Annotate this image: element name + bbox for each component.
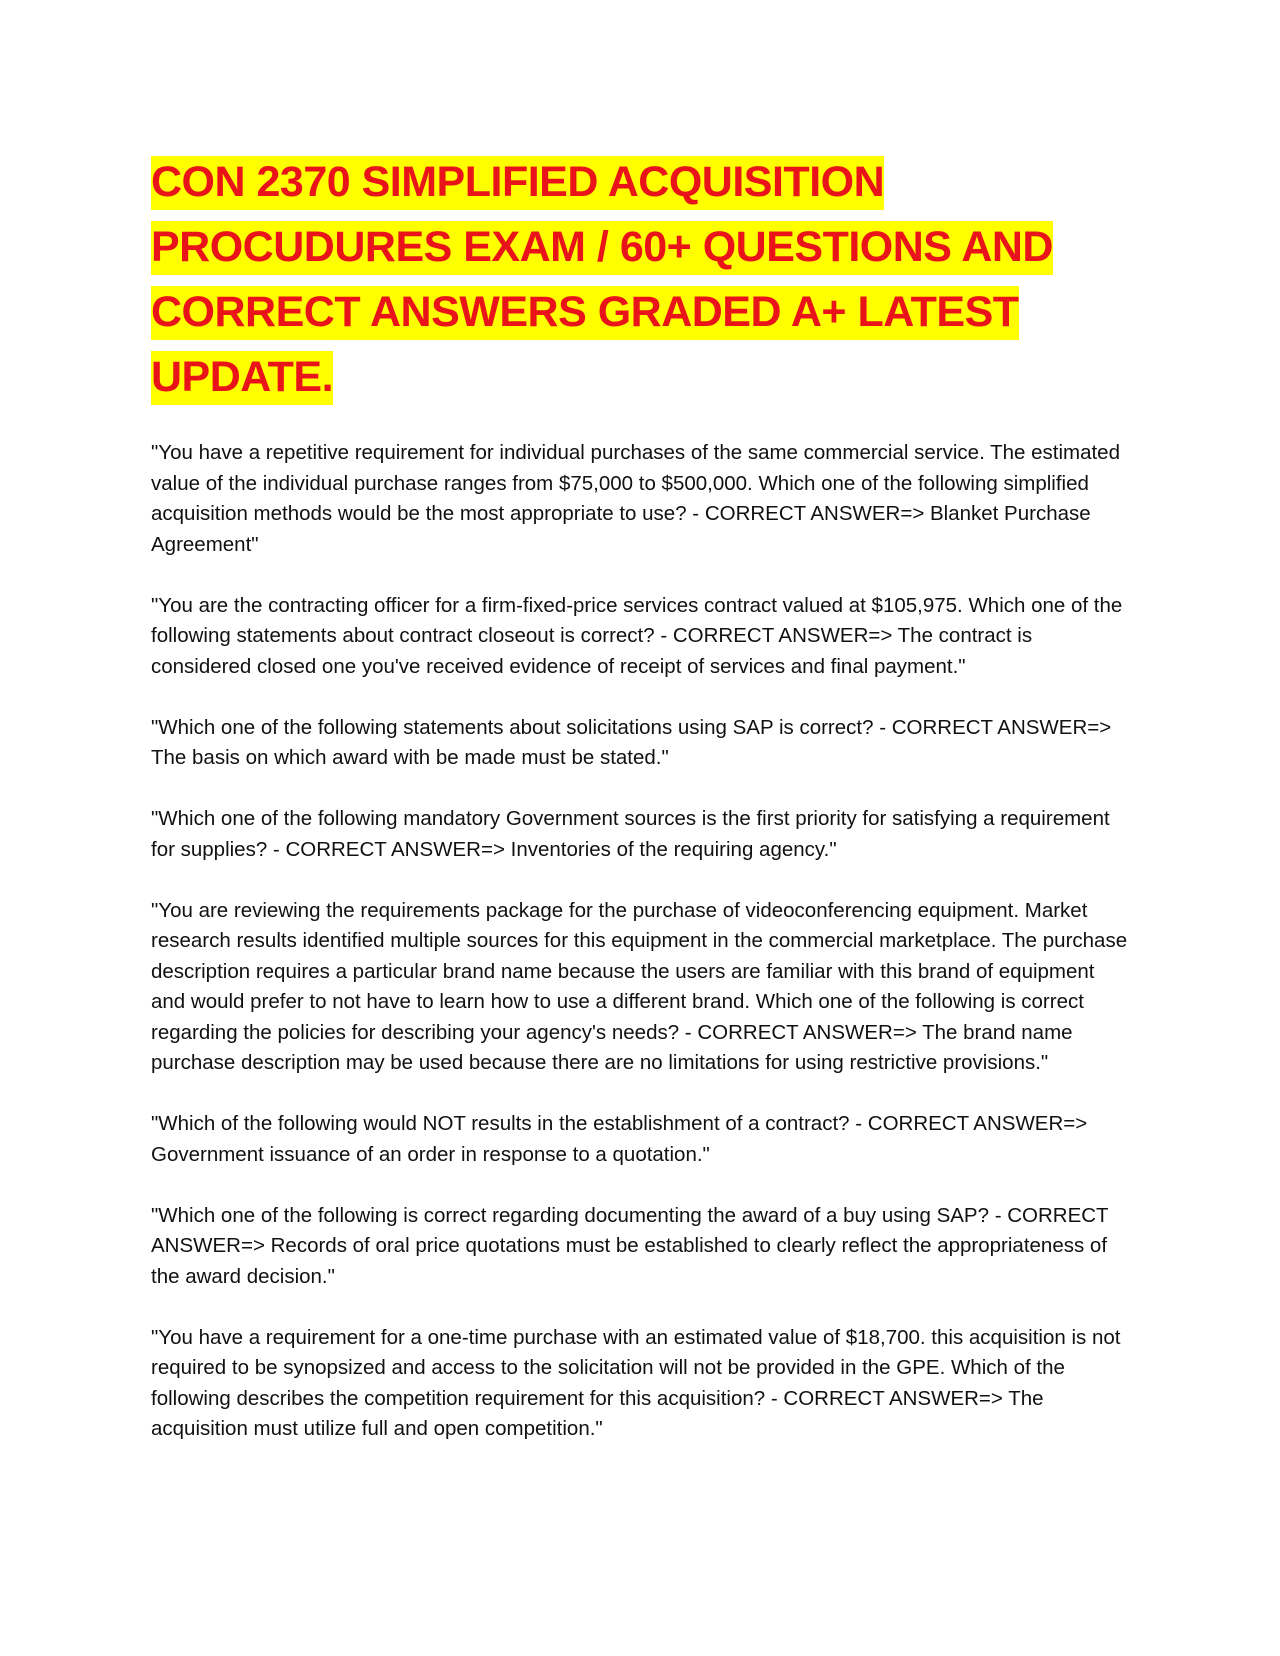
question-answer-1: "You have a repetitive requirement for individual purchases of the same commercial service. The estimated value of the individual purchase ranges from $75,000 to $500,000. Which one of the following simplified acquisition methods would be the most appropriate to use? - CORRECT ANSWER=> Blanket Purchase Agreement" (151, 441, 1120, 556)
question-answer-8: "You have a requirement for a one-time purchase with an estimated value of $18,700. this acquisition is not required to be synopsized and access to the solicitation will not be provided in the GPE. Which of the following describes the competition requirement for this acquisition? - CORRECT ANSWER=> The acquisition must utilize full and open competition." (151, 1325, 1121, 1440)
document-title (151, 150, 1131, 410)
question-answer-5: "You are reviewing the requirements package for the purchase of videoconferencing equipment. Market research results identified multiple sources for this equipment in the commercial marketplace. The purchase description requires a particular brand name because the users are familiar with this brand of equipment and would prefer to not have to learn how to use a different brand. Which one of the following is correct regarding the policies for describing your agency's needs? - CORRECT ANSWER=> The brand name purchase description may be used because there are no limitations for using restrictive provisions." (151, 898, 1128, 1074)
document-title-highlight: CON 2370 SIMPLIFIED ACQUISITION PROCUDURES EXAM / 60+ QUESTIONS AND CORRECT ANSWERS GRADED A+ LATEST UPDATE. (151, 156, 1053, 405)
question-answer-6: "Which of the following would NOT results in the establishment of a contract? - CORRECT ANSWER=> Government issuance of an order in response to a quotation." (151, 1112, 1088, 1166)
question-answer-2: "You are the contracting officer for a firm-fixed-price services contract valued at $105,975. Which one of the following statements about contract closeout is correct? - CORRECT ANSWER=> The contract is considered closed one you've received evidence of receipt of services and final payment." (151, 593, 1123, 678)
question-answer-3: "Which one of the following statements about solicitations using SAP is correct? - CORRECT ANSWER=> The basis on which award with be made must be stated." (151, 715, 1112, 769)
question-answer-4: "Which one of the following mandatory Government sources is the first priority for satisfying a requirement for supplies? - CORRECT ANSWER=> Inventories of the requiring agency." (151, 807, 1110, 861)
document-page (151, 150, 1131, 1475)
question-answer-7: "Which one of the following is correct regarding documenting the award of a buy using SAP? - CORRECT ANSWER=> Records of oral price quotations must be established to clearly reflect the appropriateness of the award decision." (151, 1203, 1109, 1288)
